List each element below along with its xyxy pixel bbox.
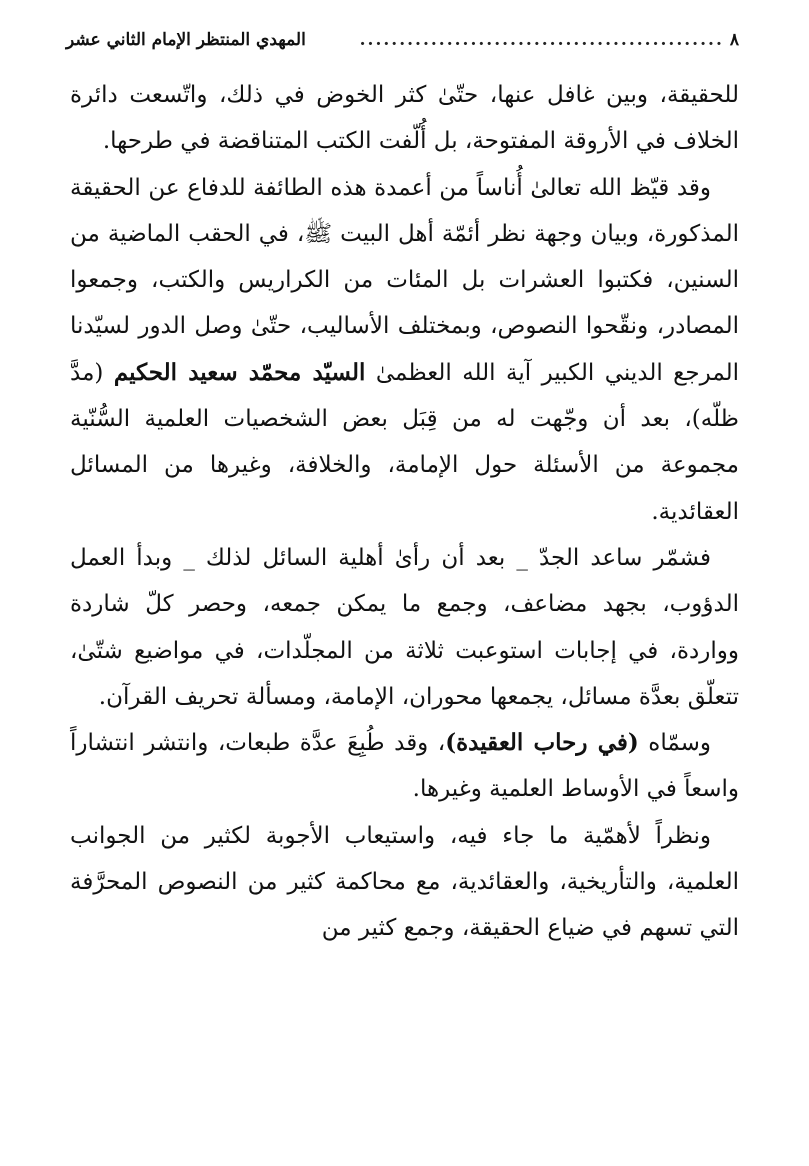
running-header <box>66 30 739 56</box>
paragraph-4-text-a: وسمّاه <box>648 730 712 757</box>
page-number: ٨ <box>729 30 739 50</box>
paragraph-2-text-a: وقد قيّظ الله تعالىٰ أُناساً من أعمدة هذه الطائفة للدفاع عن الحقيقة المذكورة، وبيان وجهة نظر أئمّة أهل البيت ﷺ، في الحقب الماضية من السنين، فكتبوا العشرات بل المئات من الكراريس والكتب، وجمعوا المصادر، ونقّحوا النصوص، وبمختلف الأساليب، حتّىٰ وصل الدور لسيّدنا المرجع الديني الكبير آية الله العظمىٰ <box>70 174 740 386</box>
paragraph-1: للحقيقة، وبين غافل عنها، حتّىٰ كثر الخوض في ذلك، واتّسعت دائرة الخلاف في الأروقة المفتوحة، بل أُلّفت الكتب المتناقضة في طرحها. <box>70 82 739 155</box>
running-header-title: المهدي المنتظر الإمام الثاني عشر <box>66 30 306 50</box>
header-leader-dots: .............................................. <box>359 30 724 50</box>
paragraph-4-text-b: ، وقد طُبِعَ عدَّة طبعات، وانتشر انتشاراً واسعاً في الأوساط العلمية وغيرها. <box>70 730 739 803</box>
paragraph-4-bold-title: (في رحاب العقيدة) <box>445 729 639 757</box>
paragraph-3: فشمّر ساعد الجدّ _ بعد أن رأىٰ أهلية السائل لذلك _ وبدأ العمل الدؤوب، بجهد مضاعف، وجمع ما يمكن جمعه، وحصر كلّ شاردة وواردة، في إجابات استوعبت ثلاثة من المجلّدات، في مواضيع شتّىٰ، تتعلّق بعدَّة مسائل، يجمعها محوران، الإمامة، ومسألة تحريف القرآن. <box>70 544 739 710</box>
paragraph-2-text-b: (مدَّ ظلّه)، بعد أن وجّهت له من قِبَل بعض الشخصيات العلمية السُّنّية مجموعة من الأسئلة حول الإمامة، والخلافة، وغيرها من المسائل العقائدية. <box>70 359 739 525</box>
paragraph-2 <box>70 165 739 535</box>
body-text <box>70 72 739 952</box>
paragraph-4 <box>70 720 739 813</box>
paragraph-2-bold-name: السيّد محمّد سعيد الحكيم <box>113 358 366 386</box>
paragraph-5: ونظراً لأهمّية ما جاء فيه، واستيعاب الأجوبة لكثير من الجوانب العلمية، والتأريخية، والعقائدية، مع محاكمة كثير من النصوص المحرَّفة التي تسهم في ضياع الحقيقة، وجمع كثير من <box>70 822 739 942</box>
